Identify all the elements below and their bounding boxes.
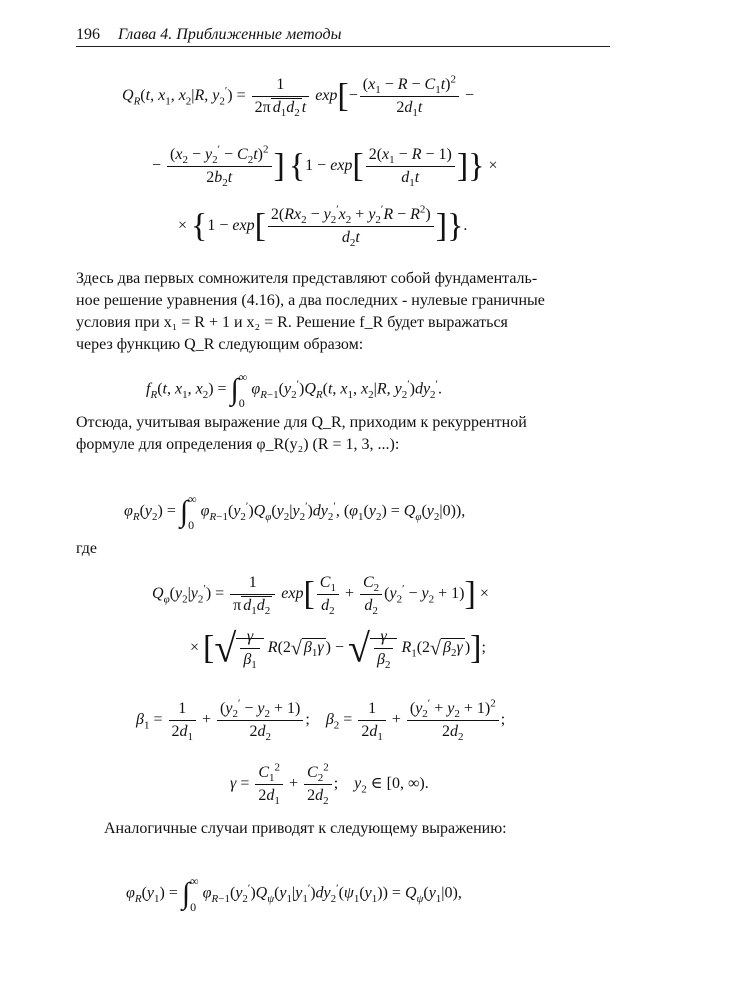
formula-q-phi-line2: × [√ $\frac{\gamma}{\beta_1}$ R(2√ $\beta_1\gamma$ ) − √ $\frac{\gamma}{\beta_2}$ $R_1(2√$ $\beta_2\gamma$ )];: [190, 625, 486, 672]
paragraph-fundamental-solution: [76, 268, 610, 356]
paragraph-line: Здесь два первых сомножителя представляют собой фундаменталь-: [76, 270, 538, 287]
paragraph-line: через функцию Q_R следующим образом:: [76, 336, 364, 353]
running-title: Глава 4. Приближенные методы: [118, 26, 342, 43]
formula-q-r-line1: $Q_R(t$, $x_1$, $x_2|R$, $y_2'$) = $\frac{1}{2\pi d_1d_2 t}$ exp[− $\frac{(x_1 - R - C_1t)^2}{2d_1t}$ −: [122, 73, 475, 120]
page-number: 196: [76, 26, 100, 43]
paragraph-analogous-cases: [76, 818, 610, 840]
running-header: [76, 24, 610, 47]
formula-phi-r-y1: $\varphi_R(y_1)$ = ∫ ∞ 0 $\varphi_{R-1}(y_2')Q_\psi(y_1|y_1')dy_2'(\psi_1(y_1)) = Q_\psi(y_1|0)$,: [126, 874, 462, 914]
paragraph-line: Отсюда, учитывая выражение для Q_R, приходим к рекуррентной: [76, 414, 527, 431]
paragraph-recurrence: [76, 412, 610, 456]
formula-q-r-line3: × {1 − exp[ $\frac{2(Rx_2 - y_2'x_2 + y_2'R - R^2)}{d_2t}$ ]}.: [178, 203, 468, 250]
formula-q-phi-line1: $Q_\varphi(y_2|y_2')$ = $\frac{1}{\pi d_1d_2}$ exp[ $\frac{C_1}{d_2}$ + $\frac{C_2}{d_2}$ $(y_2' - y_2 + 1)$] ×: [152, 574, 489, 618]
formula-f-r: $f_R(t$, $x_1$, $x_2$) = ∫ ∞ 0 $\varphi_{R-1}(y_2')Q_R(t$, $x_1$, $x_2|R$, $y_2')dy_2'$.: [146, 370, 442, 410]
formula-phi-r-y2: $\varphi_R(y_2)$ = ∫ ∞ 0 $\varphi_{R-1}(y_2')Q_\varphi(y_2|y_2')dy_2'$, $(\varphi_1(y_2) = Q_\varphi(y_2|0))$,: [124, 492, 466, 532]
paragraph-line: формуле для определения φ_R(y₂) (R = 1, 3, ...):: [76, 436, 400, 453]
paragraph-where: [76, 538, 610, 560]
formula-q-r-line2: − $\frac{(x_2 - y_2' - C_2t)^2}{2b_2t}$ ] {1 − exp[ $\frac{2(x_1 - R - 1)}{d_1t}$ ]} ×: [152, 143, 498, 190]
paragraph-line: ное решение уравнения (4.16), а два последних - нулевые граничные: [76, 292, 545, 309]
formula-betas: $\beta_1$ = $\frac{1}{2d_1}$ + $\frac{(y_2' - y_2 + 1)}{2d_2}$ ; $\beta_2$ = $\frac{1}{2d_1}$ + $\frac{(y_2' + y_2 + 1)^2}{2d_2}$ ;: [136, 697, 506, 744]
paragraph-line: где: [76, 540, 98, 557]
paragraph-line: условия при x₁ = R + 1 и x₂ = R. Решение f_R будет выражаться: [76, 314, 508, 331]
paragraph-line: Аналогичные случаи приводят к следующему выражению:: [104, 820, 507, 837]
formula-gamma: γ = $\frac{C_1^2}{2d_1}$ + $\frac{C_2^2}{2d_2}$ ; $y_2$ ∈ [0, ∞).: [230, 761, 429, 808]
